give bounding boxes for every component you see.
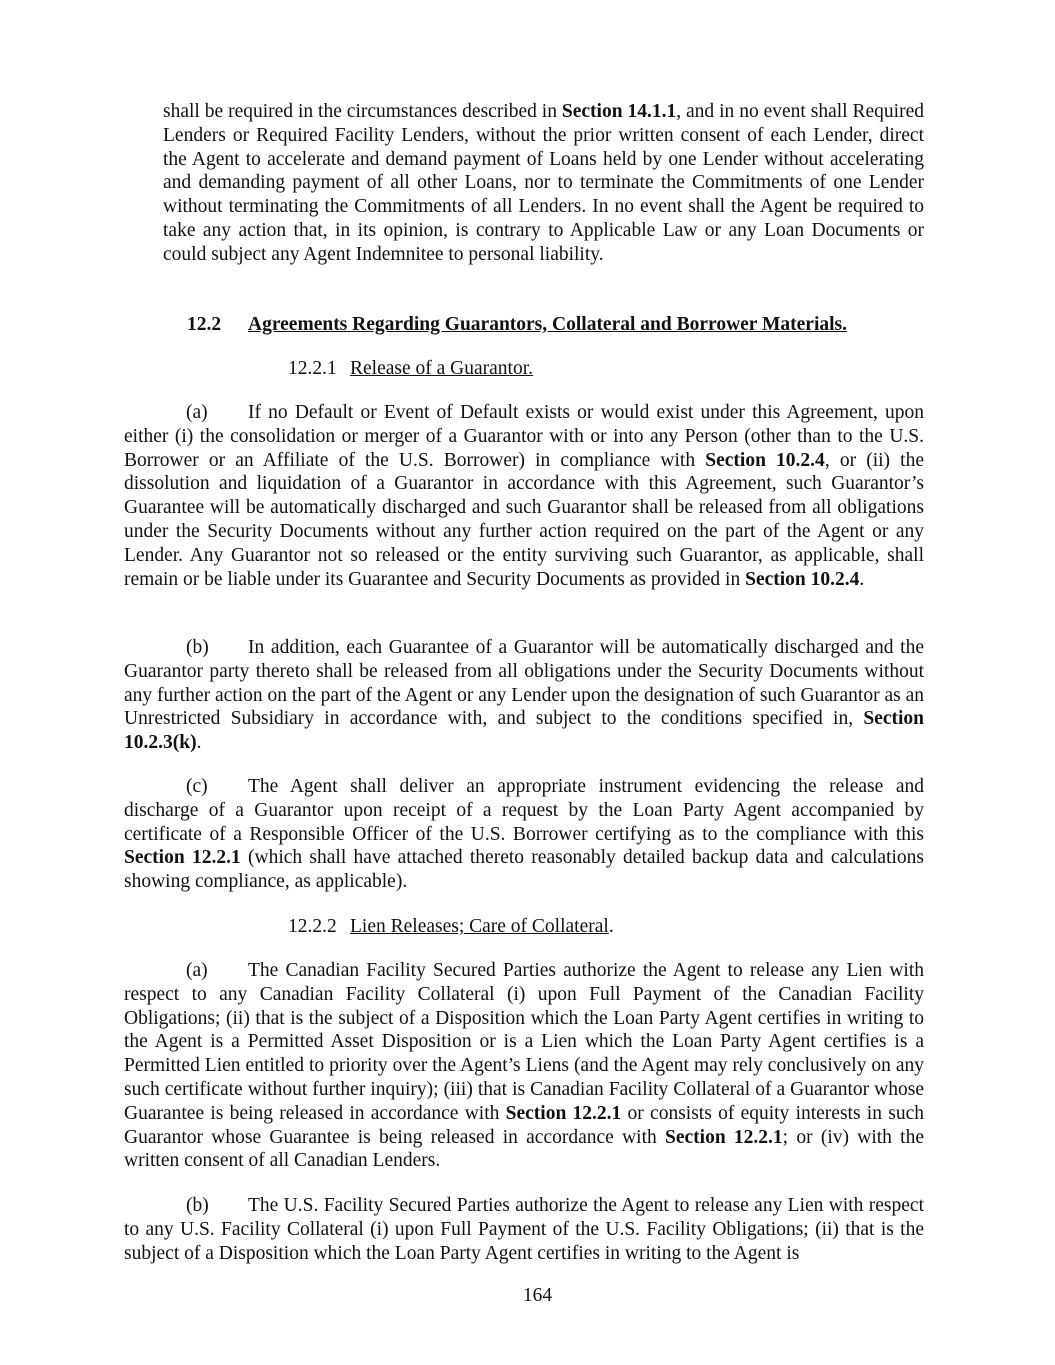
section-reference: Section 10.2.3(k)	[124, 708, 924, 754]
subsection-heading-12-2-1	[288, 357, 533, 381]
text: (which shall have attached thereto reasonably detailed backup data and calculations showing compliance, as applicable).	[124, 847, 924, 893]
text: If no Default or Event of Default exists or would exist under this Agreement, upon either (i) the consolidation or merger of a Guarantor with or into any Person (other than to the U.S. Borrower or an Affiliate of the U.S. Borrower) in compliance with	[124, 402, 924, 471]
section-heading-12-2	[187, 313, 847, 337]
text: , and in no event shall Required Lenders or Required Facility Lenders, without the prior written consent of each Lender, direct the Agent to accelerate and demand payment of Loans held by one Lender without accelerating and demanding payment of all other Loans, nor to terminate the Commitments of one Lender without terminating the Commitments of all Lenders. In no event shall the Agent be required to take any action that, in its opinion, is contrary to Applicable Law or any Loan Documents or could subject any Agent Indemnitee to personal liability.	[163, 101, 924, 265]
clause-label: (b)	[186, 1195, 209, 1216]
subsection-heading-12-2-2	[288, 915, 614, 939]
text: or consists of equity interests in such Guarantor whose Guarantee is being released in accordance with	[124, 1102, 924, 1148]
clause-label: (c)	[186, 776, 208, 797]
text: In addition, each Guarantee of a Guarantor will be automatically discharged and the Guarantor party thereto shall be released from all obligations under the Security Documents without any further action on the part of the Agent or any Lender upon the designation of such Guarantor as an Unrestricted Subsidiary in accordance with, and subject to the conditions specified in,	[124, 637, 924, 730]
section-reference: Section 10.2.4	[745, 568, 860, 590]
clause-label: (a)	[186, 402, 208, 423]
section-reference: Section 14.1.1	[561, 101, 677, 122]
clause-label: (b)	[186, 637, 209, 658]
section-reference: Section 12.2.1	[665, 1126, 783, 1148]
subsection-number: 12.2.2	[288, 916, 337, 937]
paragraph-12-2-1-c	[124, 775, 924, 894]
subsection-number: 12.2.1	[288, 358, 337, 379]
subsection-title: Lien Releases; Care of Collateral	[350, 916, 609, 937]
text: , or (ii) the dissolution and liquidation of a Guarantor in accordance with this Agreement, such Guarantor’s Guarantee will be automatically discharged and such Guarantor shall be released from all obligations under the Security Documents without any further action required on the part of the Agent or any Lender. Any Guarantor not so released or the entity surviving such Guarantor, as applicable, shall remain or be liable under its Guarantee and Security Documents as provided in	[124, 449, 925, 590]
continuation-paragraph	[163, 100, 924, 267]
subsection-title: Release of a Guarantor.	[350, 358, 534, 379]
section-reference: Section 10.2.4	[705, 449, 825, 471]
paragraph-12-2-2-b	[124, 1194, 924, 1265]
text: The Agent shall deliver an appropriate instrument evidencing the release and discharge of a Guarantor upon receipt of a request by the Loan Party Agent accompanied by certificate of a Responsible Officer of the U.S. Borrower certifying as to the compliance with this	[124, 776, 924, 845]
clause-label: (a)	[186, 960, 208, 981]
section-reference: Section 12.2.1	[124, 847, 241, 869]
text: .	[859, 568, 865, 590]
paragraph-12-2-2-a	[124, 959, 924, 1173]
text: The Canadian Facility Secured Parties authorize the Agent to release any Lien with respect to any Canadian Facility Collateral (i) upon Full Payment of the Canadian Facility Obligations; (ii) that is the subject of a Disposition which the Loan Party Agent certifies in writing to the Agent is a Permitted Asset Disposition or is a Lien which the Loan Party Agent certifies is a Permitted Lien entitled to priority over the Agent’s Liens (and the Agent may rely conclusively on any such certificate without further inquiry); (iii) that is Canadian Facility Collateral of a Guarantor whose Guarantee is being released in accordance with	[124, 960, 924, 1124]
page-number: 164	[522, 1285, 553, 1306]
section-title: Agreements Regarding Guarantors, Collateral and Borrower Materials.	[248, 314, 847, 335]
section-number: 12.2	[187, 314, 222, 335]
text: The U.S. Facility Secured Parties authorize the Agent to release any Lien with respect to any U.S. Facility Collateral (i) upon Full Payment of the U.S. Facility Obligations; (ii) that is the subject of a Disposition which the Loan Party Agent certifies in writing to the Agent is	[124, 1195, 924, 1264]
subsection-title-period: .	[608, 916, 614, 937]
text: shall be required in the circumstances described in	[163, 101, 562, 122]
section-reference: Section 12.2.1	[505, 1102, 622, 1124]
paragraph-12-2-1-b	[124, 636, 924, 755]
text: ; or (iv) with the written consent of all Canadian Lenders.	[124, 1126, 924, 1172]
text: .	[196, 732, 202, 754]
paragraph-12-2-1-a	[124, 401, 924, 591]
